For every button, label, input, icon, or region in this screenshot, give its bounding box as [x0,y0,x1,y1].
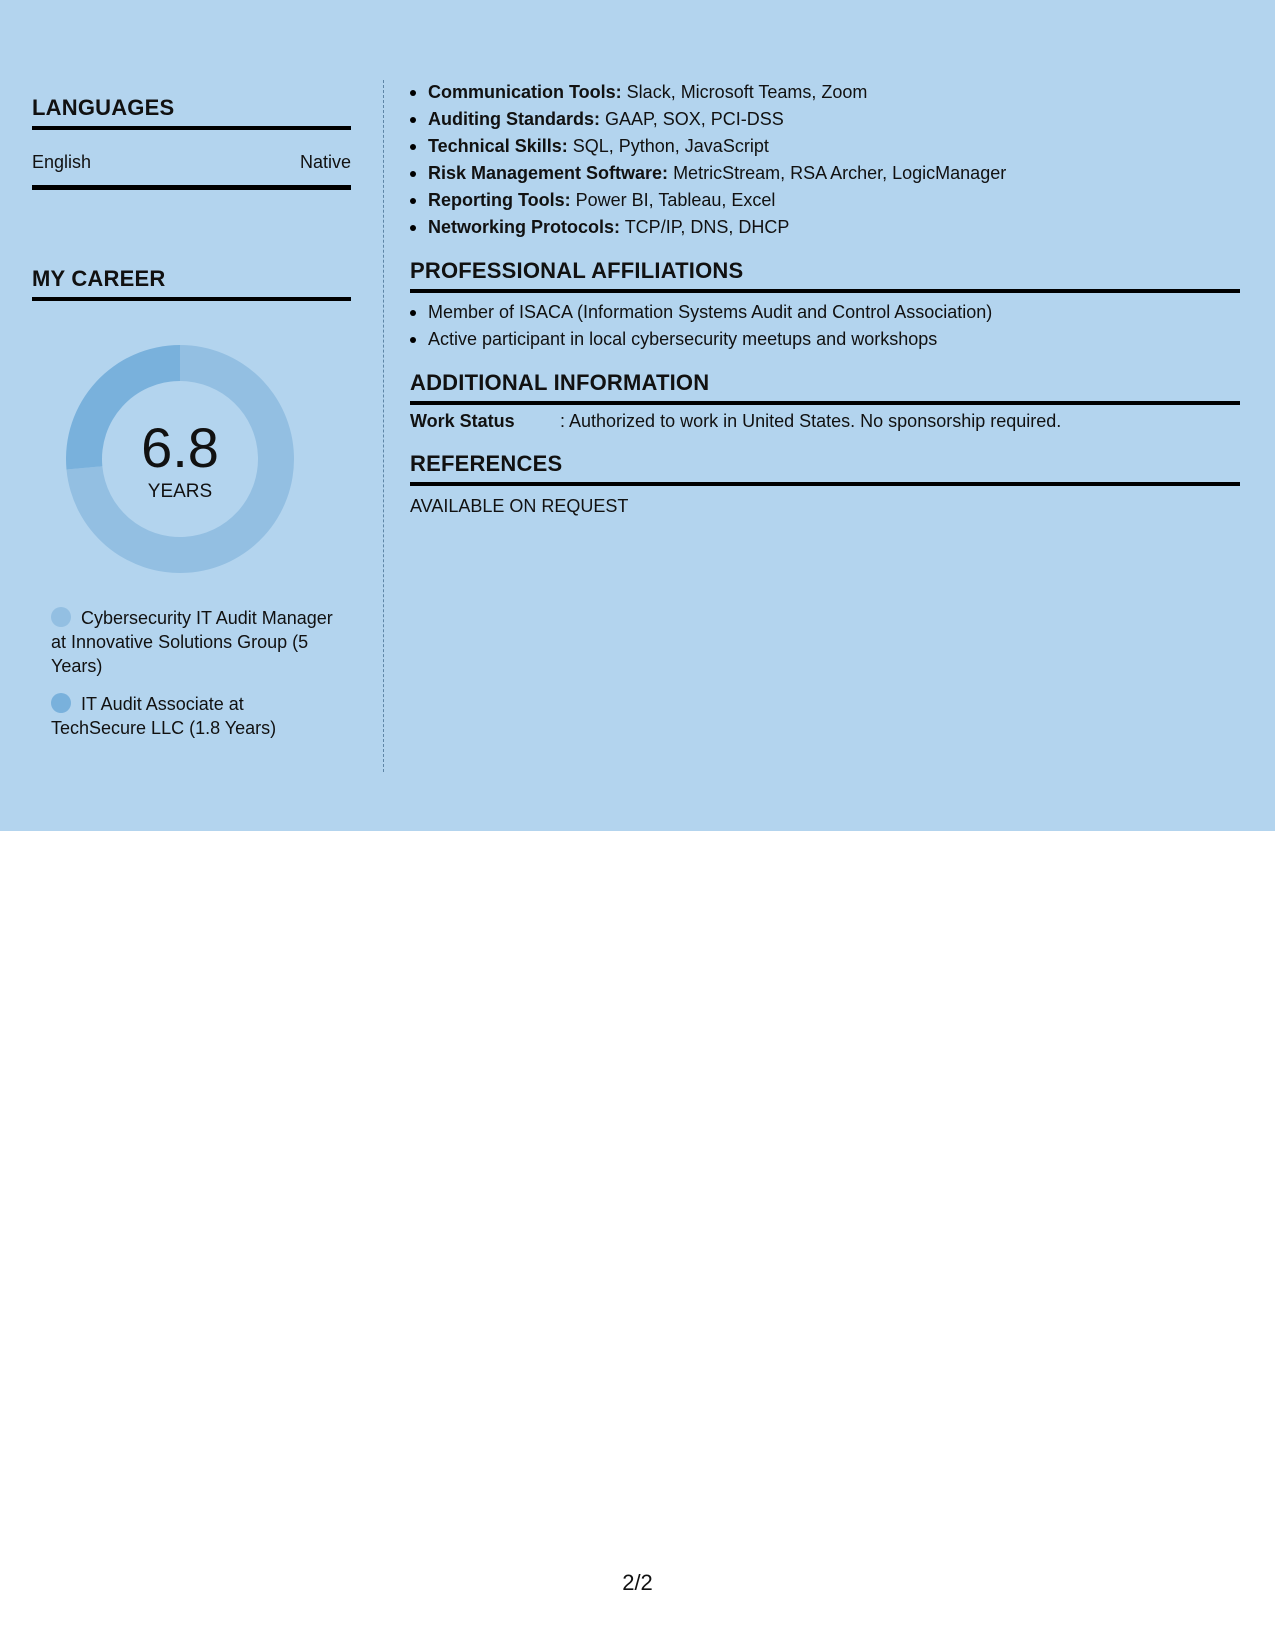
career-total-value: 6.8 [141,416,219,479]
skills-list [410,80,1240,242]
skill-label: Technical Skills: [428,136,568,156]
skill-value: Power BI, Tableau, Excel [570,190,776,210]
career-legend-item [51,606,341,678]
skill-item [410,161,1240,188]
skill-value: Slack, Microsoft Teams, Zoom [621,82,868,102]
work-status-row [410,409,1240,433]
language-name: English [32,152,92,172]
legend-color-dot [51,693,71,713]
skill-item [410,80,1240,107]
legend-label: IT Audit Associate at TechSecure LLC (1.8 Years) [51,694,277,738]
page-number: 2/2 [622,1570,653,1595]
skill-item [410,215,1240,242]
skill-value: GAAP, SOX, PCI-DSS [600,109,784,129]
affiliations-list [410,300,1240,354]
affiliation-item: Active participant in local cybersecurity meetups and workshops [410,327,1240,354]
affiliations-heading: PROFESSIONAL AFFILIATIONS [410,258,1240,293]
skill-label: Communication Tools: [428,82,622,102]
career-heading: MY CAREER [32,266,351,301]
skill-item [410,188,1240,215]
references-heading: REFERENCES [410,451,1240,486]
affiliation-item: Member of ISACA (Information Systems Audit and Control Association) [410,300,1240,327]
languages-heading: LANGUAGES [32,95,351,130]
career-donut-chart [66,345,294,573]
legend-color-dot [51,607,71,627]
skill-value: SQL, Python, JavaScript [567,136,769,156]
skill-value: MetricStream, RSA Archer, LogicManager [668,163,1007,183]
column-divider [383,80,384,772]
career-total-unit: YEARS [147,481,213,502]
skill-label: Reporting Tools: [428,190,571,210]
legend-label: Cybersecurity IT Audit Manager at Innovative Solutions Group (5 Years) [51,608,333,676]
skill-label: Auditing Standards: [428,109,600,129]
skill-value: TCP/IP, DNS, DHCP [620,217,790,237]
skill-item [410,107,1240,134]
references-text: AVAILABLE ON REQUEST [410,496,629,516]
language-row [32,152,351,190]
language-level: Native [299,152,351,172]
career-legend-item [51,692,341,740]
work-status-value: : Authorized to work in United States. No sponsorship required. [560,411,1062,431]
skill-label: Networking Protocols: [428,217,621,237]
additional-info-heading: ADDITIONAL INFORMATION [410,370,1240,405]
skill-item [410,134,1240,161]
work-status-label: Work Status [410,411,515,431]
skill-label: Risk Management Software: [428,163,669,183]
